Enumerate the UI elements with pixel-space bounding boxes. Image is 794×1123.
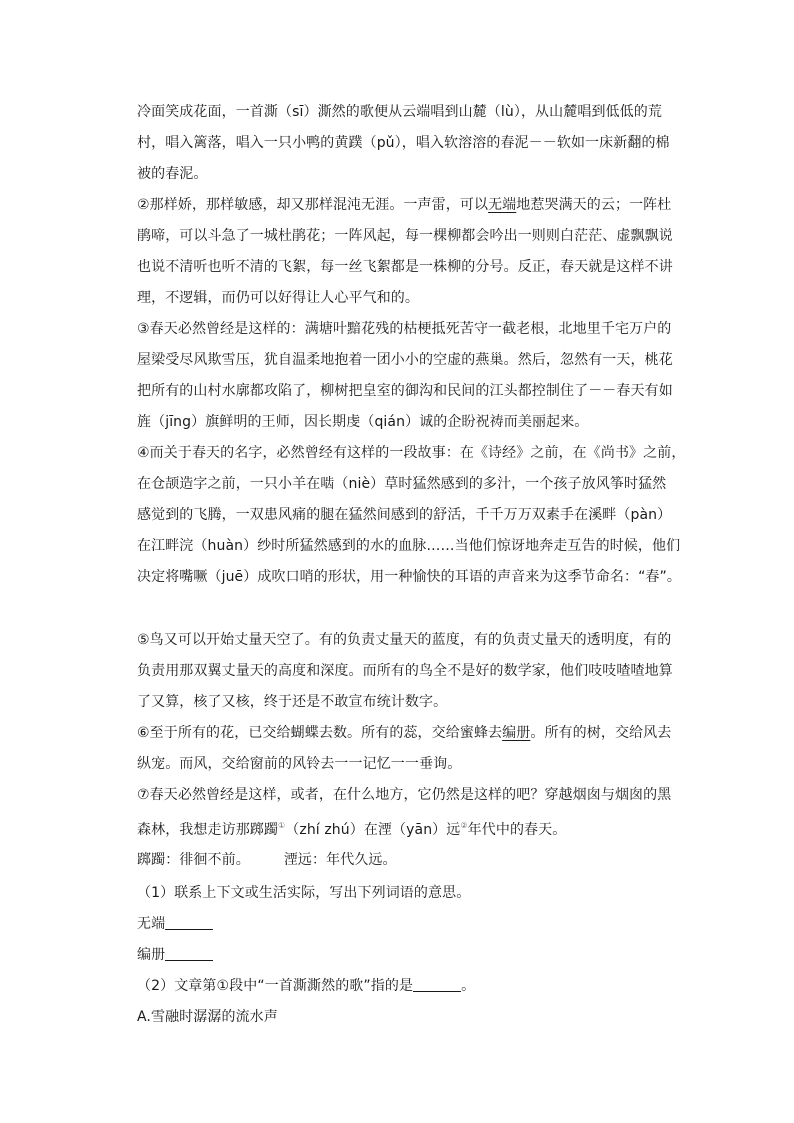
passage-text: （zhí zhú）在湮（yān）远 — [285, 822, 461, 838]
passage-p2-line-2: 鹃啼，可以斗急了一城杜鹃花；一阵风起，每一棵柳都会吟出一则则白茫茫、虚飘飘说 — [137, 228, 673, 244]
term-wuduan: 无端 — [137, 916, 166, 932]
passage-p4-line-4: 在江畔浣（huàn）纱时所猛然感到的水的血脉……当他们惊讶地奔走互告的时候，他们 — [137, 538, 681, 554]
passage-p6-line-1 — [137, 723, 697, 743]
passage-p2-line-3: 也说不清听也听不清的飞絮，每一丝飞絮都是一株柳的分号。反正，春天就是这样不讲 — [137, 259, 673, 275]
passage-p5-line-3: 了又算，核了又核，终于还是不敢宣布统计数字。 — [137, 694, 448, 710]
passage-p2-line-1 — [137, 195, 697, 215]
passage-p4-line-1: ④而关于春天的名字，必然曾经有这样的一段故事：在《诗经》之前，在《尚书》之前， — [137, 445, 686, 461]
underlined-word-wuduan: 无端 — [488, 197, 517, 213]
passage-text: ⑥至于所有的花，已交给蝴蝶去数。所有的蕊，交给蜜蜂去 — [137, 725, 503, 741]
answer-blank-bianche[interactable] — [165, 946, 213, 961]
footnote-marker-1: ① — [278, 821, 286, 830]
passage-p4-line-5: 决定将嘴噘（juē）成吹口哨的形状，用一种愉快的耳语的声音来为这季节命名：“春”。 — [137, 569, 681, 585]
passage-p5-line-1: ⑤鸟又可以开始丈量天空了。有的负责丈量天的蓝度，有的负责丈量天的透明度，有的 — [137, 632, 672, 648]
footnotes — [137, 850, 697, 870]
footnote-marker-2: ② — [460, 821, 468, 830]
passage-text: 年代中的春天。 — [467, 822, 567, 838]
passage-text: 森林，我想走访那踯躅 — [137, 822, 278, 838]
passage-p4-line-2: 在仓颉造字之前，一只小羊在啮（niè）草时猛然感到的多汁，一个孩子放风筝时猛然 — [137, 476, 667, 492]
question-1: （1）联系上下文或生活实际，写出下列词语的意思。 — [137, 885, 471, 901]
passage-p6-line-2: 纵宠。而风，交给窗前的风铃去一一记忆一一垂询。 — [137, 756, 462, 772]
passage-p1-line-3: 被的春泥。 — [137, 166, 208, 182]
question-1-item-2 — [137, 945, 697, 965]
footnote-2: 湮远：年代久远。 — [283, 852, 397, 868]
passage-p3-line-3: 把所有的山村水廓都攻陷了，柳树把皇室的御沟和民间的江头都控制住了－－春天有如 — [137, 383, 673, 399]
passage-p3-line-1: ③春天必然曾经是这样的：满塘叶黯花残的枯梗抵死苦守一截老根，北地里千宅万户的 — [137, 321, 672, 337]
question-2-end: 。 — [461, 978, 476, 994]
passage-p2-line-4: 理，不逻辑，而仍可以好得让人心平气和的。 — [137, 290, 419, 306]
passage-p3-line-4: 旌（jīng）旗鲜明的王师，因长期虔（qián）诚的企盼祝祷而美丽起来。 — [137, 414, 589, 430]
passage-p1-line-2: 村，唱入篱落，唱入一只小鸭的黄蹼（pǔ），唱入软溶溶的春泥－－软如一床新翻的棉 — [137, 135, 670, 151]
passage-text: ②那样娇，那样敏感，却又那样混沌无涯。一声雷，可以 — [137, 197, 489, 213]
footnote-1: 踯躅：徘徊不前。 — [137, 852, 250, 868]
passage-p5-line-2: 负责用那双翼丈量天的高度和深度。而所有的鸟全不是好的数学家，他们吱吱喳喳地算 — [137, 663, 673, 679]
question-2-option-a[interactable]: A.雪融时潺潺的流水声 — [137, 1009, 278, 1025]
passage-p1-line-1: 冷面笑成花面，一首澌（sī）澌然的歌便从云端唱到山麓（lù），从山麓唱到低低的荒 — [137, 104, 662, 120]
passage-p7-line-2 — [137, 816, 697, 840]
question-1-item-1 — [137, 914, 697, 934]
passage-p3-line-2: 屋梁受尽风欺雪压，犹自温柔地抱着一团小小的空虚的燕巢。然后，忽然有一天，桃花 — [137, 352, 673, 368]
passage-p4-line-3: 感觉到的飞腾，一双患风痛的腿在猛然间感到的舒活，千千万万双素手在溪畔（pàn） — [137, 507, 672, 523]
passage-text: 地惹哭满天的云；一阵杜 — [516, 197, 672, 213]
term-bianche: 编册 — [137, 947, 166, 963]
passage-p7-line-1: ⑦春天必然曾经是这样，或者，在什么地方，它仍然是这样的吧？穿越烟囱与烟囱的黑 — [137, 787, 672, 803]
answer-blank-q2[interactable] — [413, 977, 461, 992]
passage-text: 。所有的树，交给风去 — [530, 725, 672, 741]
question-2 — [137, 976, 697, 996]
underlined-word-bianche: 编册 — [502, 725, 531, 741]
answer-blank-wuduan[interactable] — [165, 915, 213, 930]
question-2-text: （2）文章第①段中“一首澌澌然的歌”指的是 — [137, 978, 414, 994]
